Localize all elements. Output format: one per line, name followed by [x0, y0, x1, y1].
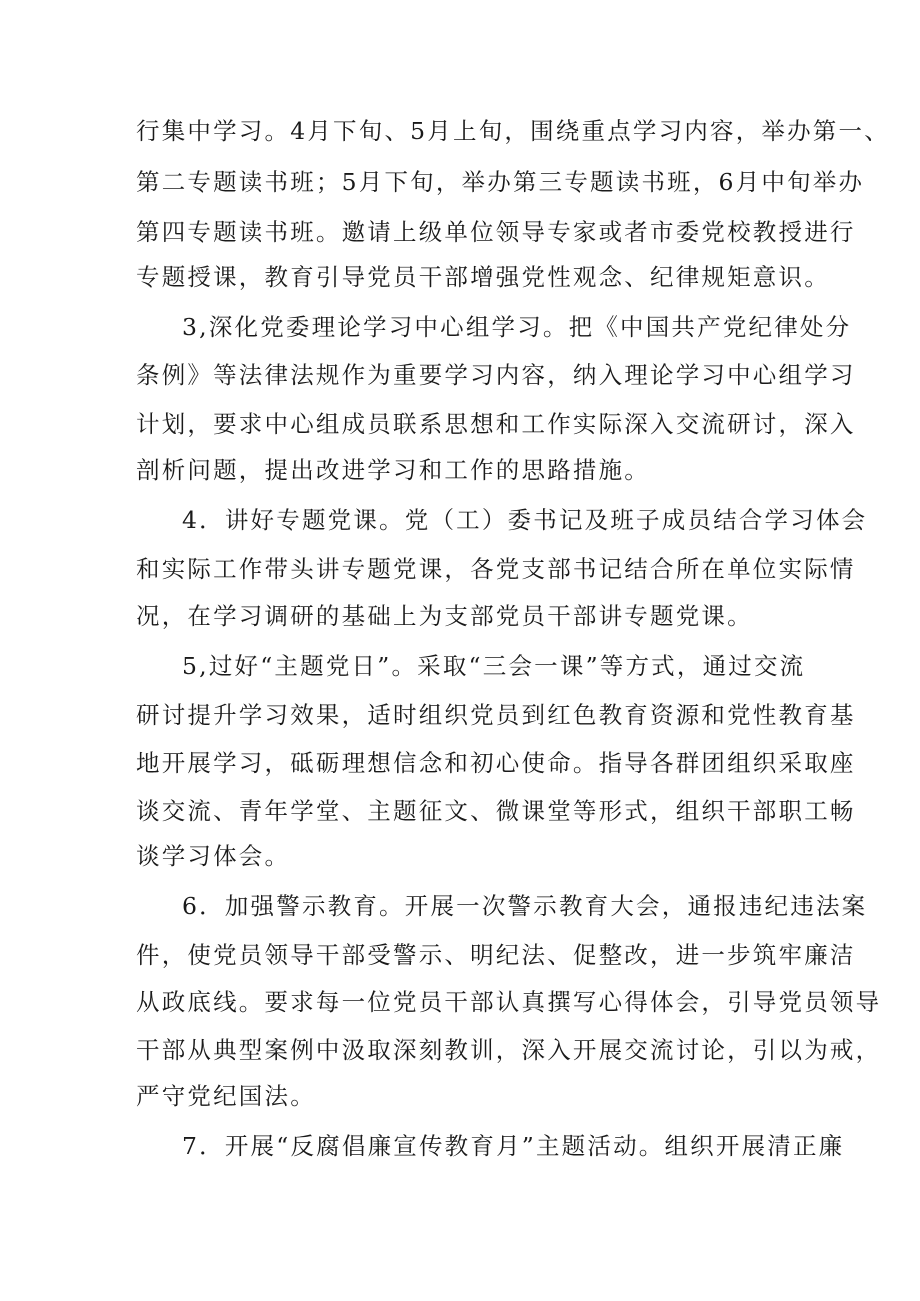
text-line: 严守党纪国法。 — [136, 1082, 316, 1110]
text-line: 谈交流、青年学堂、主题征文、微课堂等形式，组织干部职工畅 — [136, 797, 856, 825]
paragraph-3-heading-line: 3,深化党委理论学习中心组学习。把《中国共产党纪律处分 — [182, 313, 852, 341]
text-line: 从政底线。要求每一位党员干部认真撰写心得体会，引导党员领导 — [136, 988, 882, 1016]
text-line: 况，在学习调研的基础上为支部党员干部讲专题党课。 — [136, 602, 753, 630]
text-line: 行集中学习。4月下旬、5月上旬，围绕重点学习内容，举办第一、 — [136, 117, 890, 145]
text-line: 专题授课，教育引导党员干部增强党性观念、纪律规矩意识。 — [136, 263, 830, 291]
text-line: 和实际工作带头讲专题党课，各党支部书记结合所在单位实际情 — [136, 555, 856, 583]
text-line: 研讨提升学习效果，适时组织党员到红色教育资源和党性教育基 — [136, 701, 856, 729]
paragraph-4-heading-line: 4．讲好专题党课。党（工）委书记及班子成员结合学习体会 — [182, 506, 868, 534]
text-line: 条例》等法律法规作为重要学习内容，纳入理论学习中心组学习 — [136, 361, 856, 389]
paragraph-7-heading-line: 7．开展“反腐倡廉宣传教育月”主题活动。组织开展清正廉 — [182, 1132, 845, 1160]
text-line: 干部从典型案例中汲取深刻教训，深入开展交流讨论，引以为戒， — [136, 1036, 882, 1064]
text-line: 第二专题读书班；5月下旬，举办第三专题读书班，6月中旬举办 — [136, 168, 865, 196]
text-line: 计划，要求中心组成员联系思想和工作实际深入交流研讨，深入 — [136, 410, 856, 438]
text-line: 谈学习体会。 — [136, 842, 291, 870]
text-line: 件，使党员领导干部受警示、明纪法、促整改，进一步筑牢廉洁 — [136, 941, 856, 969]
text-line: 第四专题读书班。邀请上级单位领导专家或者市委党校教授进行 — [136, 218, 856, 246]
text-line: 剖析问题，提出改进学习和工作的思路措施。 — [136, 456, 650, 484]
paragraph-5-heading-line: 5,过好“主题党日”。采取“三会一课”等方式，通过交流 — [182, 652, 806, 680]
paragraph-6-heading-line: 6．加强警示教育。开展一次警示教育大会，通报违纪违法案 — [182, 892, 868, 920]
text-line: 地开展学习，砥砺理想信念和初心使命。指导各群团组织采取座 — [136, 749, 856, 777]
